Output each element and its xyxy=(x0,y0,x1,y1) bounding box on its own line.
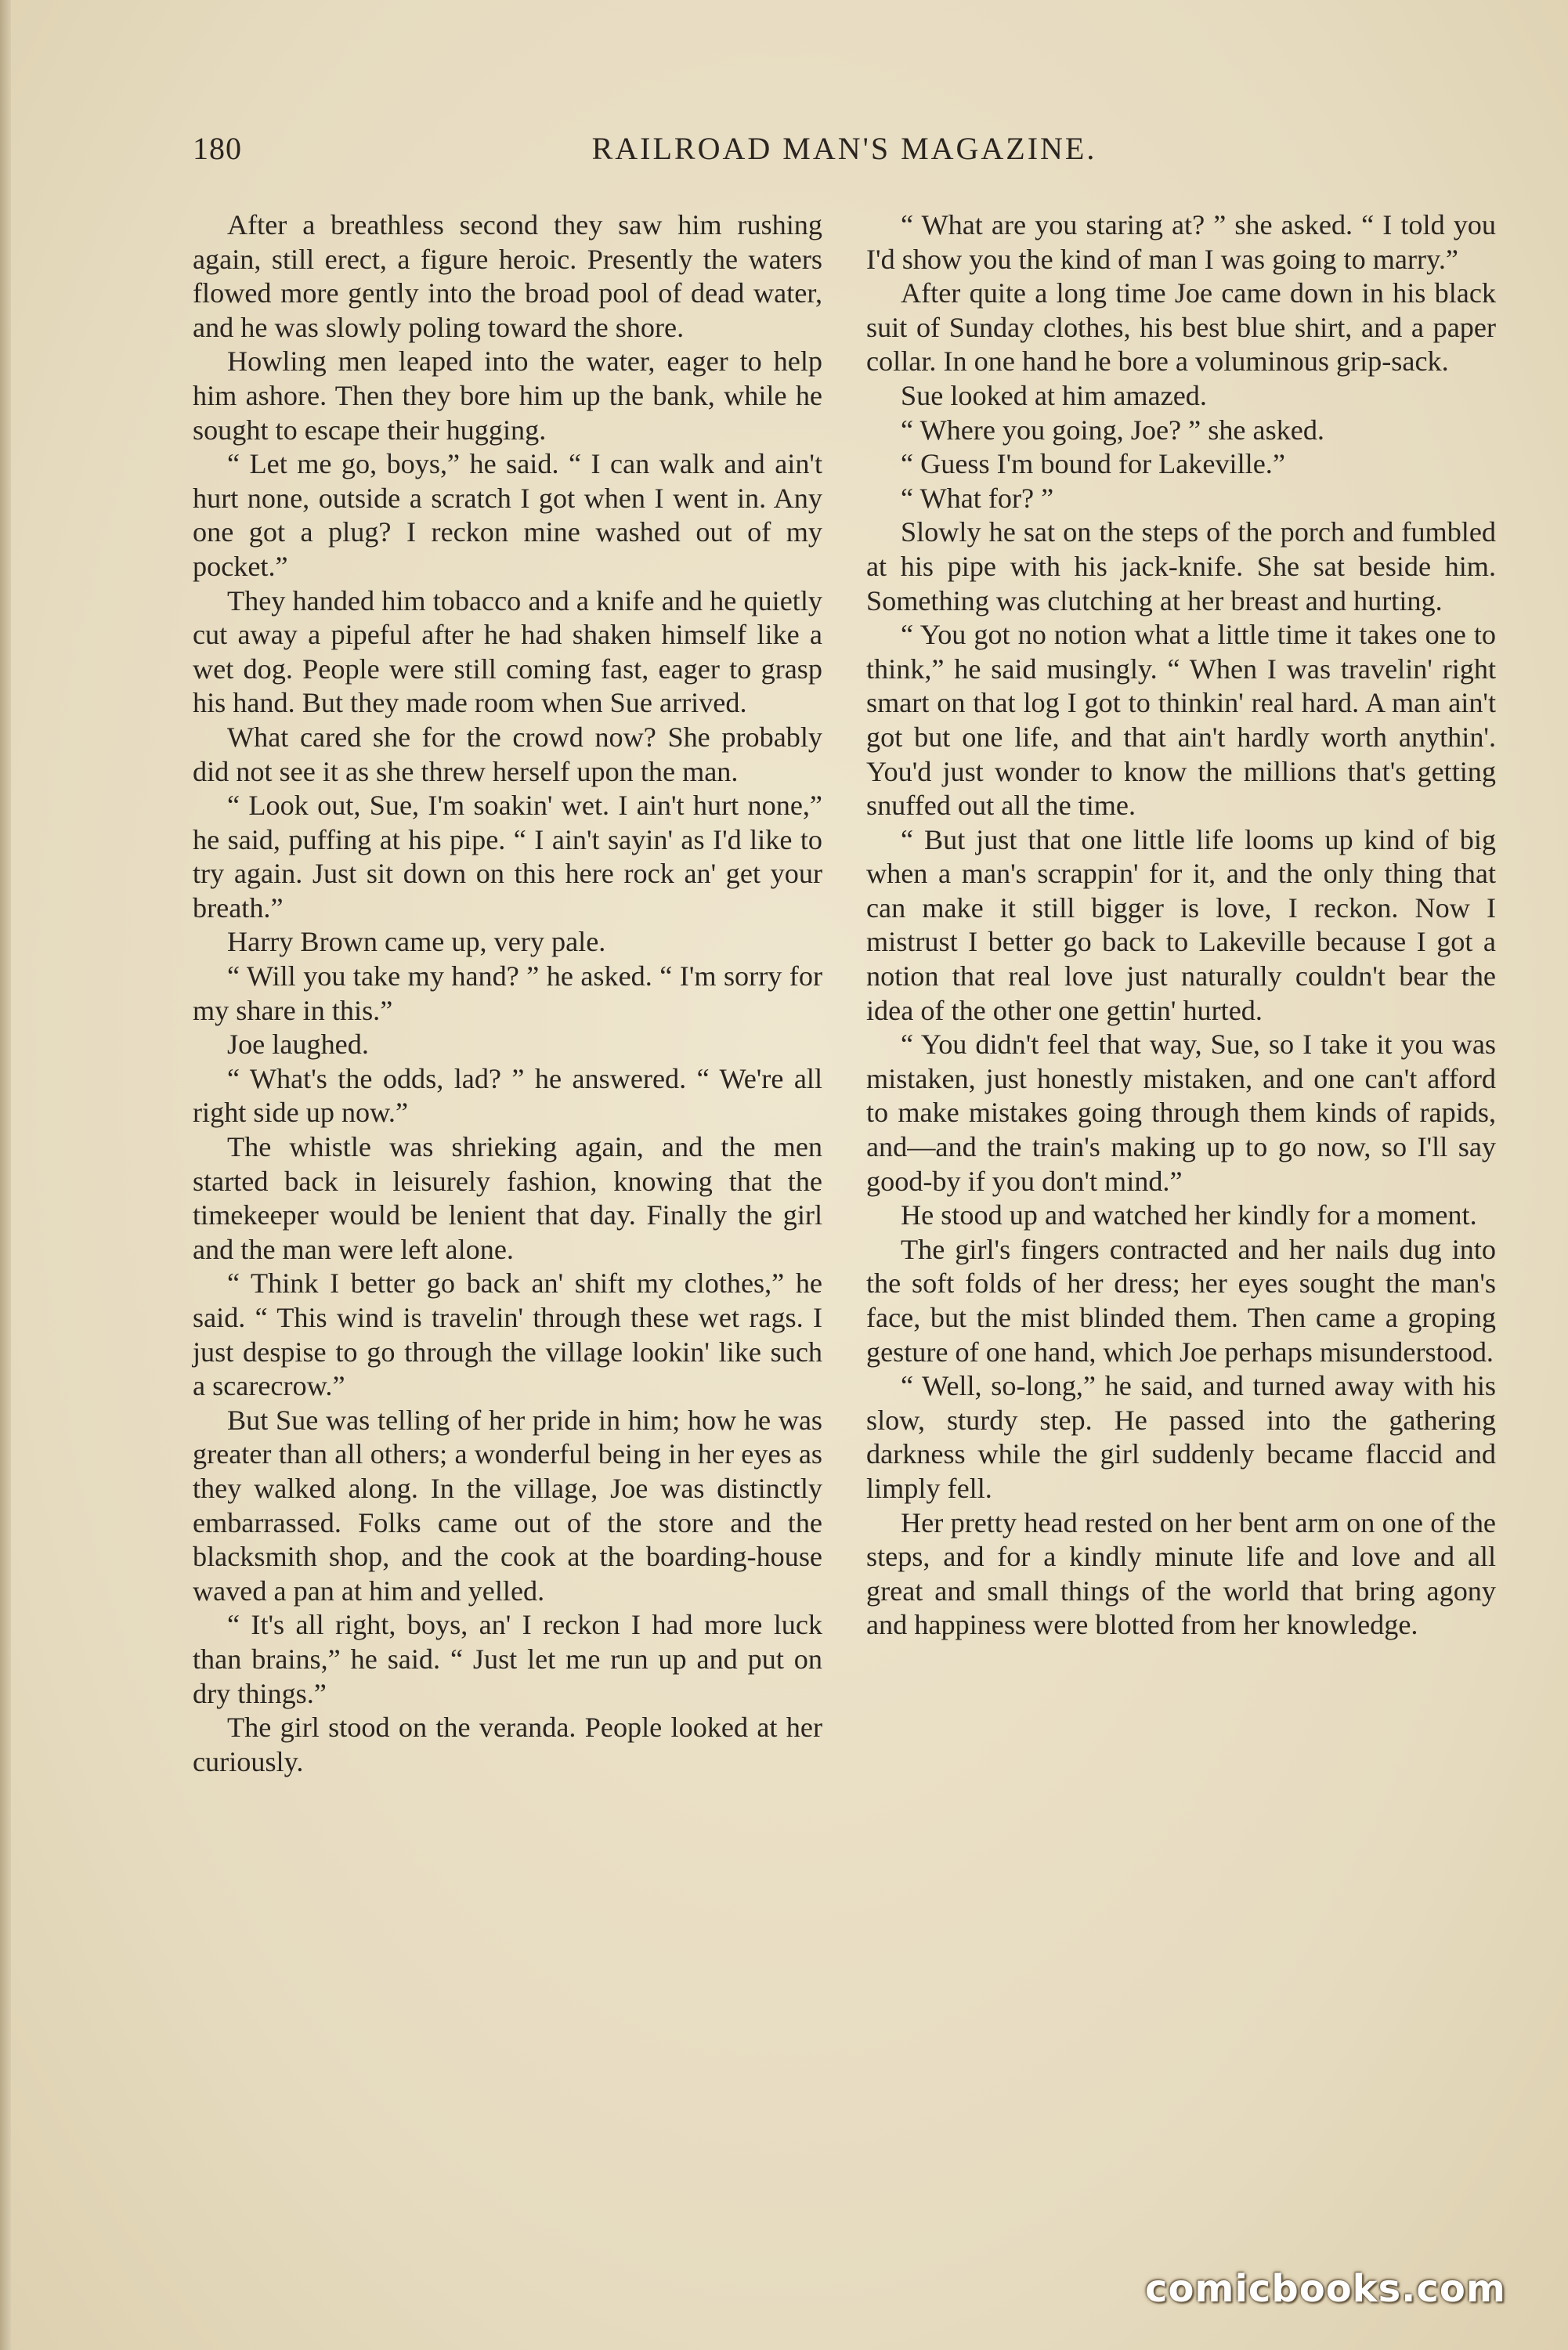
paragraph: “ Well, so-long,” he said, and turned away with his slow, sturdy step. He passed into the gathering darkness while the girl suddenly became flaccid and limply fell. xyxy=(866,1370,1496,1504)
paragraph: “ Where you going, Joe? ” she asked. xyxy=(901,414,1324,446)
running-head: RAILROAD MAN'S MAGAZINE. xyxy=(591,131,1097,166)
paragraph: They handed him tobacco and a knife and he quietly cut away a pipeful after he had shaken himself like a wet dog. People were still coming fast, eager to grasp his hand. But they made room when Sue arrived. xyxy=(193,584,822,719)
paragraph: The whistle was shrieking again, and the men started back in leisurely fashion, knowing that the timekeeper would be lenient that day. Finally the girl and the man were left alone. xyxy=(193,1131,822,1265)
paragraph: After quite a long time Joe came down in his black suit of Sunday clothes, his best blue shirt, and a paper collar. In one hand he bore a voluminous grip-sack. xyxy=(866,277,1496,378)
paragraph: What cared she for the crowd now? She probably did not see it as she threw herself upon the man. xyxy=(193,721,822,787)
paragraph: “ What's the odds, lad? ” he answered. “ We're all right side up now.” xyxy=(193,1062,822,1129)
right-column xyxy=(866,208,1496,1643)
paragraph: “ Will you take my hand? ” he asked. “ I'm sorry for my share in this.” xyxy=(193,960,822,1026)
paragraph: “ It's all right, boys, an' I reckon I had more luck than brains,” he said. “ Just let me run up and put on dry things.” xyxy=(193,1609,822,1709)
paragraph: Harry Brown came up, very pale. xyxy=(227,926,606,958)
paragraph: The girl's fingers contracted and her nails dug into the soft folds of her dress; her eyes sought the man's face, but the mist blinded them. Then came a groping gesture of one hand, which Joe perhaps misunderstood. xyxy=(866,1233,1496,1368)
paragraph: “ Let me go, boys,” he said. “ I can walk and ain't hurt none, outside a scratch I got when I went in. Any one got a plug? I reckon mine washed out of my pocket.” xyxy=(193,448,822,582)
paragraph: Her pretty head rested on her bent arm on one of the steps, and for a kindly minute life and love and all great and small things of the world that bring agony and happiness were blotted from her knowledge. xyxy=(866,1506,1496,1641)
paragraph: After a breathless second they saw him rushing again, still erect, a figure heroic. Presently the waters flowed more gently into the broad pool of dead water, and he was slowly poling toward the shore. xyxy=(193,209,822,343)
paragraph: “ What for? ” xyxy=(901,482,1054,514)
paragraph: “ You didn't feel that way, Sue, so I take it you was mistaken, just honestly mistaken, and one can't afford to make mistakes going through them kinds of rapids, and—and the train's making up to go now, so I'll say good-by if you don't mind.” xyxy=(866,1029,1496,1197)
paragraph: “ You got no notion what a little time it takes one to think,” he said musingly. “ When I was travelin' right smart on that log I got to thinkin' real hard. A man ain't got but one life, and that ain't hardly worth anythin'. You'd just wonder to know the millions that's getting snuffed out all the time. xyxy=(866,619,1496,822)
paragraph: Sue looked at him amazed. xyxy=(901,379,1207,411)
paragraph: The girl stood on the veranda. People looked at her curiously. xyxy=(193,1712,822,1777)
page-edge-shadow xyxy=(0,0,11,2350)
page-number: 180 xyxy=(193,131,242,166)
paragraph: Howling men leaped into the water, eager to help him ashore. Then they bore him up the bank, while he sought to escape their hugging. xyxy=(193,345,822,446)
page-header xyxy=(193,130,1496,177)
watermark: comicbooks.com xyxy=(1145,2267,1506,2311)
paragraph: “ Guess I'm bound for Lakeville.” xyxy=(901,448,1285,480)
left-column xyxy=(193,208,822,1779)
paragraph: But Sue was telling of her pride in him; how he was greater than all others; a wonderful being in her eyes as they walked along. In the village, Joe was distinctly embarrassed. Folks came out of the store and the blacksmith shop, and the cook at the boarding-house waved a pan at him and yelled. xyxy=(193,1404,822,1607)
paragraph: Joe laughed. xyxy=(227,1029,369,1061)
paragraph: He stood up and watched her kindly for a moment. xyxy=(901,1199,1477,1231)
paragraph: “ What are you staring at? ” she asked. “ I told you I'd show you the kind of man I was going to marry.” xyxy=(866,209,1496,275)
paragraph: “ Think I better go back an' shift my clothes,” he said. “ This wind is travelin' through these wet rags. I just despise to go through the village lookin' like such a scarecrow.” xyxy=(193,1267,822,1402)
paragraph: Slowly he sat on the steps of the porch and fumbled at his pipe with his jack-knife. She sat beside him. Something was clutching at her breast and hurting. xyxy=(866,516,1496,616)
paragraph: “ But just that one little life looms up kind of big when a man's scrappin' for it, and the only thing that can make it still bigger is love, I reckon. Now I mistrust I better go back to Lakeville because I got a notion that real love just naturally couldn't bear the idea of the other one gettin' hurted. xyxy=(866,823,1496,1026)
paragraph: “ Look out, Sue, I'm soakin' wet. I ain't hurt none,” he said, puffing at his pipe. “ I ain't sayin' as I'd like to try again. Just sit down on this here rock an' get your breath.” xyxy=(193,790,822,924)
